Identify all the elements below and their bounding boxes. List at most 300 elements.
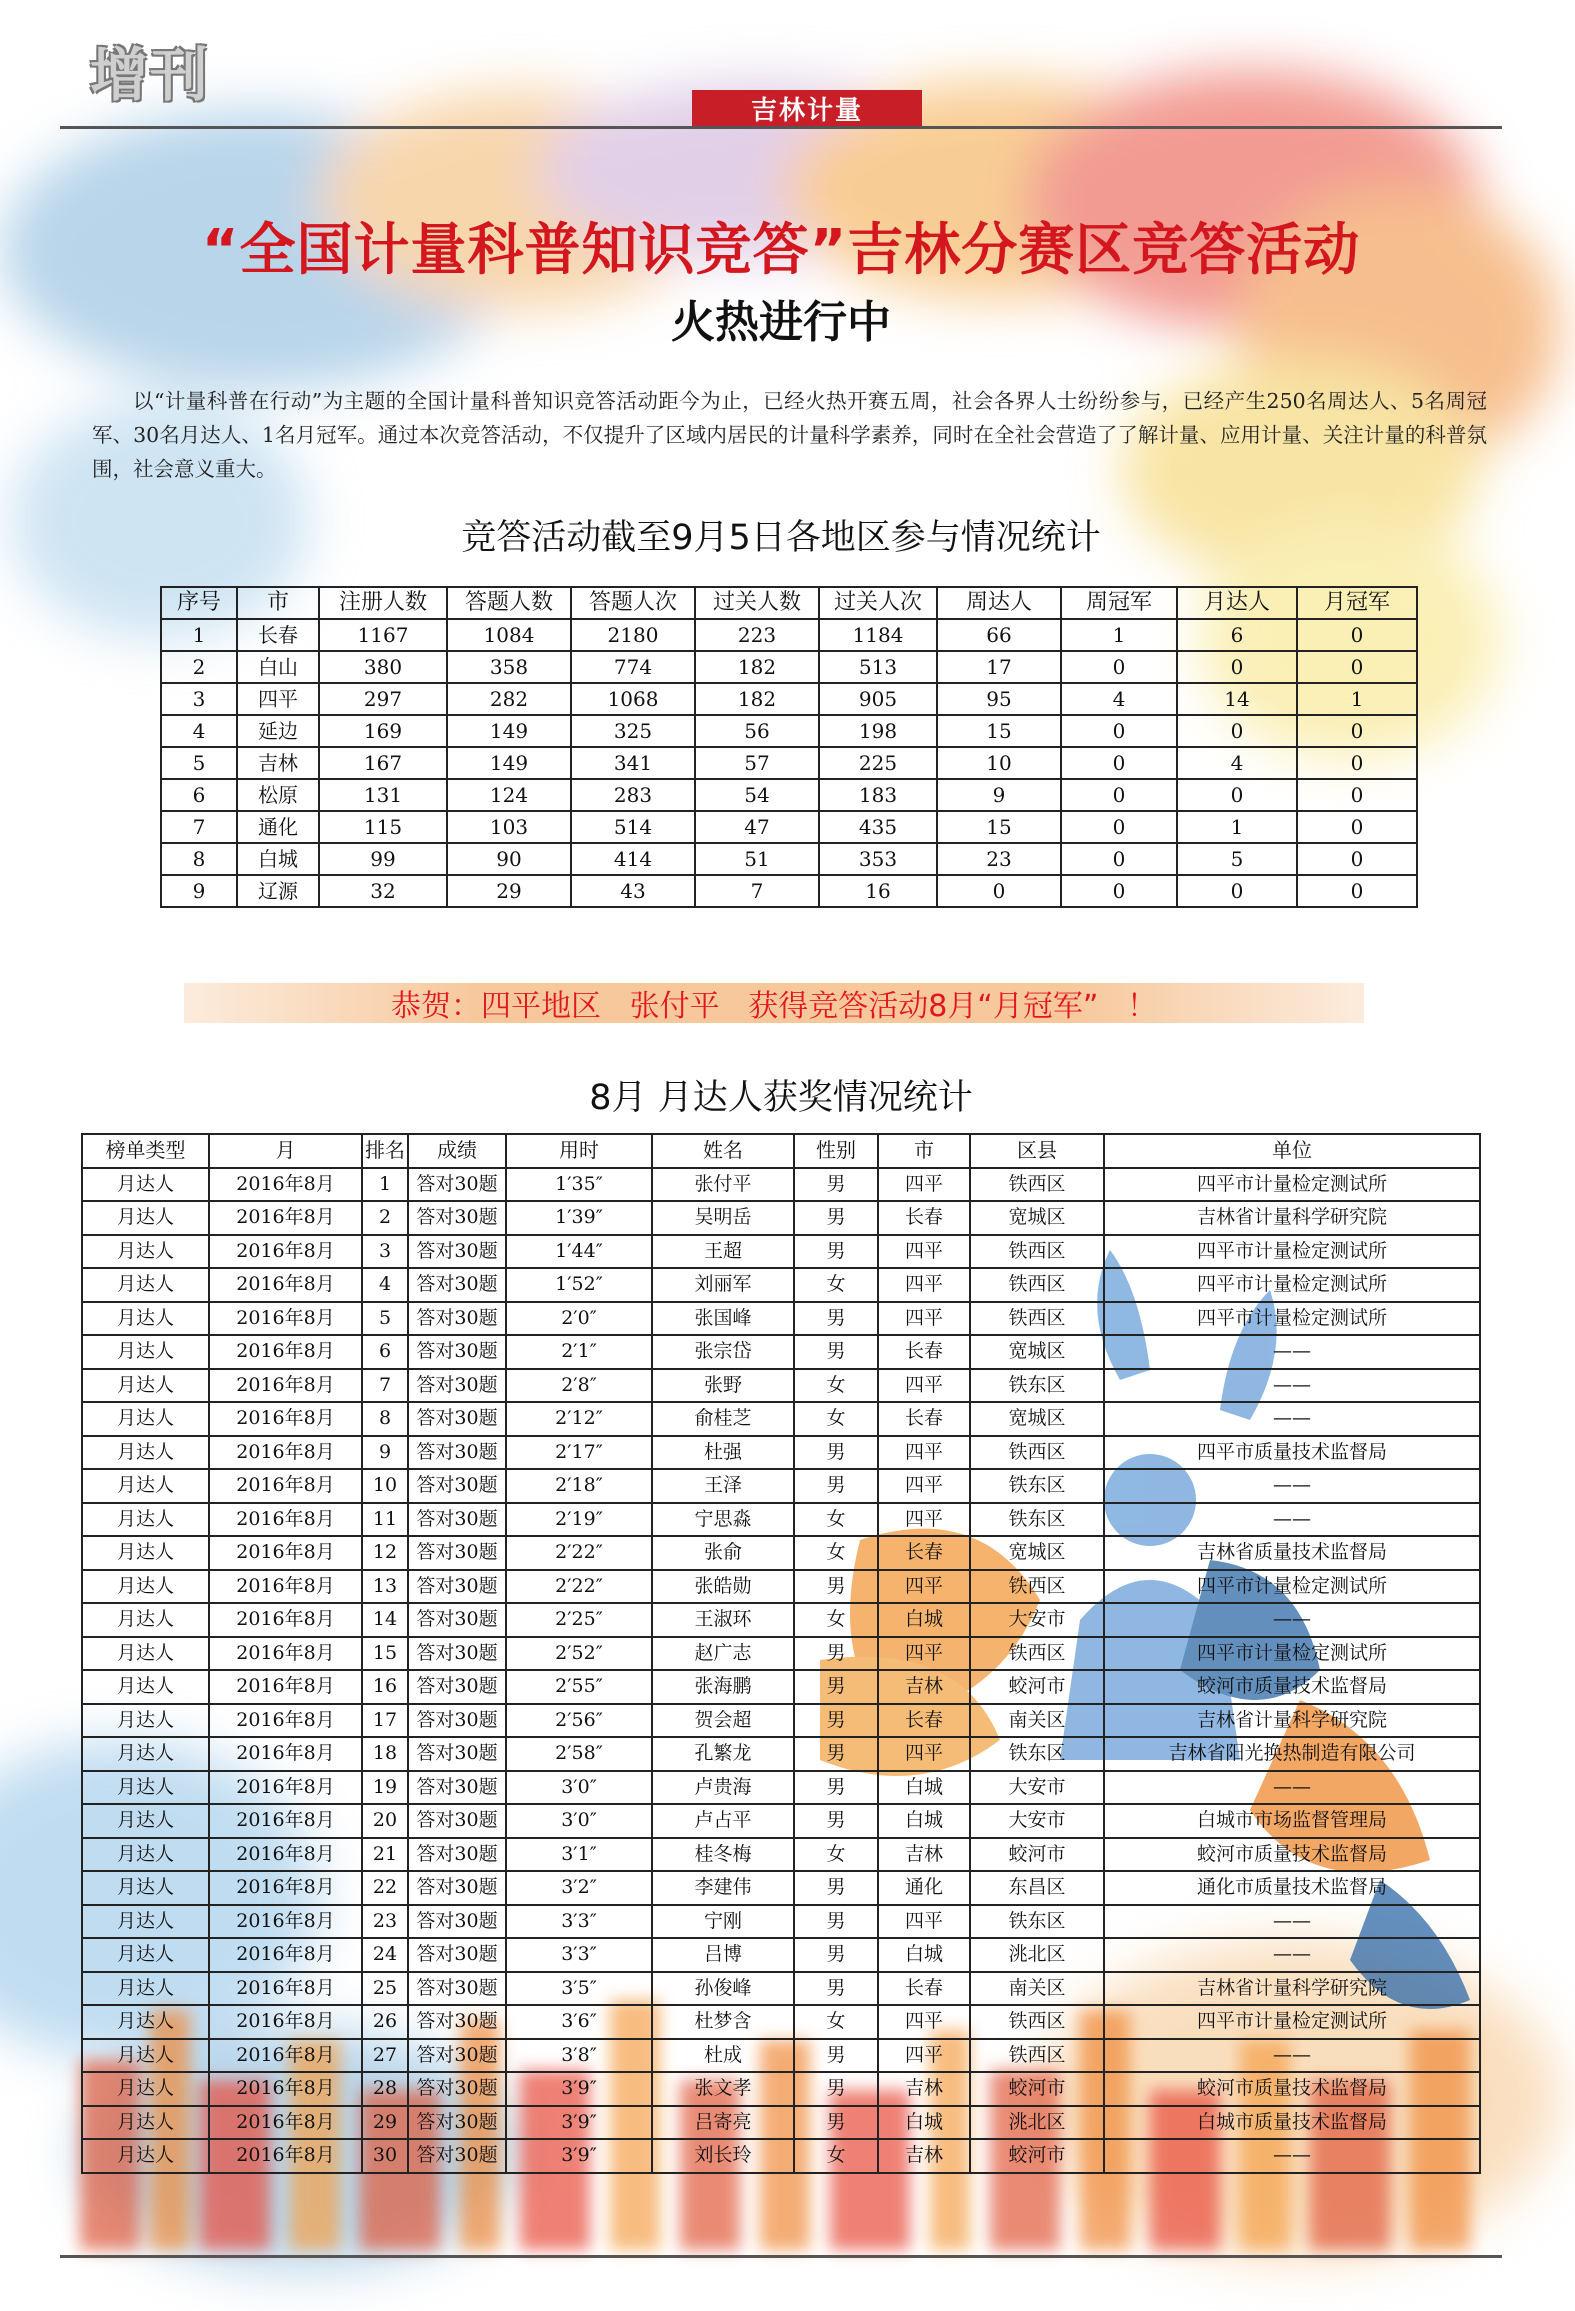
- table-row: [82, 1637, 1480, 1671]
- headline: “全国计量科普知识竞答”吉林分赛区竞答活动: [201, 218, 1361, 283]
- table-cell: 男: [794, 1771, 878, 1805]
- table-cell: 2016年8月: [209, 1737, 362, 1771]
- table-cell: 3′3″: [506, 1938, 652, 1972]
- table-row: [82, 1369, 1480, 1403]
- table-row: [82, 2106, 1480, 2140]
- table-cell: 358: [447, 651, 571, 683]
- table-cell: 女: [794, 1536, 878, 1570]
- table-row: [82, 1503, 1480, 1537]
- table-cell: 四平: [237, 683, 319, 715]
- table-cell: 答对30题: [408, 1570, 506, 1604]
- table-cell: 白城市市场监督管理局: [1104, 1804, 1480, 1838]
- table-cell: 四平: [878, 1268, 970, 1302]
- column-header: 市: [237, 587, 319, 619]
- table-cell: 2′58″: [506, 1737, 652, 1771]
- table-cell: 白城: [878, 2106, 970, 2140]
- table-cell: 铁西区: [970, 1235, 1104, 1269]
- table-cell: 2016年8月: [209, 1503, 362, 1537]
- table-cell: 四平: [878, 1436, 970, 1470]
- table-cell: 长春: [878, 1704, 970, 1738]
- table-cell: 月达人: [82, 2072, 209, 2106]
- table-cell: 大安市: [970, 1804, 1104, 1838]
- table-cell: 3′9″: [506, 2139, 652, 2173]
- table-cell: 大安市: [970, 1603, 1104, 1637]
- table-cell: 王超: [652, 1235, 794, 1269]
- table-cell: 吉林: [878, 1838, 970, 1872]
- table-cell: 女: [794, 1402, 878, 1436]
- table-cell: 4: [1177, 747, 1297, 779]
- table-cell: 131: [319, 779, 447, 811]
- table-cell: 杜梦含: [652, 2005, 794, 2039]
- table-cell: 蛟河市质量技术监督局: [1104, 2072, 1480, 2106]
- table-cell: 0: [1061, 715, 1177, 747]
- table-cell: 2016年8月: [209, 1201, 362, 1235]
- table-cell: 四平市计量检定测试所: [1104, 1302, 1480, 1336]
- table-cell: 白城: [878, 1938, 970, 1972]
- table-cell: 353: [819, 843, 937, 875]
- table-cell: ——: [1104, 1335, 1480, 1369]
- table-cell: 月达人: [82, 1469, 209, 1503]
- table-cell: 女: [794, 1603, 878, 1637]
- table-cell: 223: [695, 619, 819, 651]
- table-cell: 16: [819, 875, 937, 907]
- column-header: 单位: [1104, 1134, 1480, 1168]
- table-cell: 325: [571, 715, 695, 747]
- table-row: [82, 2039, 1480, 2073]
- table-cell: 月达人: [82, 2106, 209, 2140]
- table-row: [82, 1436, 1480, 1470]
- table-cell: 答对30题: [408, 2072, 506, 2106]
- table-cell: 1: [1177, 811, 1297, 843]
- table-cell: 铁东区: [970, 1905, 1104, 1939]
- table-cell: 延边: [237, 715, 319, 747]
- table-cell: 铁西区: [970, 1436, 1104, 1470]
- table-cell: 铁西区: [970, 2005, 1104, 2039]
- table-cell: 2016年8月: [209, 1369, 362, 1403]
- table-cell: 29: [362, 2106, 408, 2140]
- table-cell: 白城: [878, 1804, 970, 1838]
- table-cell: 124: [447, 779, 571, 811]
- table-cell: 2016年8月: [209, 1570, 362, 1604]
- table-cell: 男: [794, 1804, 878, 1838]
- table-cell: 答对30题: [408, 1369, 506, 1403]
- table-cell: 月达人: [82, 2039, 209, 2073]
- table-row: [82, 1938, 1480, 1972]
- table-cell: 414: [571, 843, 695, 875]
- table-cell: 月达人: [82, 1268, 209, 1302]
- table-cell: 月达人: [82, 1804, 209, 1838]
- table-cell: 长春: [237, 619, 319, 651]
- table-cell: 4: [362, 1268, 408, 1302]
- table-cell: 吕寄亮: [652, 2106, 794, 2140]
- table-cell: 57: [695, 747, 819, 779]
- table-cell: 2016年8月: [209, 1168, 362, 1202]
- table-cell: ——: [1104, 1369, 1480, 1403]
- table-cell: 3′9″: [506, 2072, 652, 2106]
- table-cell: 女: [794, 1838, 878, 1872]
- table-cell: 答对30题: [408, 1737, 506, 1771]
- table-cell: 男: [794, 1302, 878, 1336]
- table-cell: 吴明岳: [652, 1201, 794, 1235]
- table-cell: 杜成: [652, 2039, 794, 2073]
- table-row: [82, 1469, 1480, 1503]
- table-cell: 蛟河市质量技术监督局: [1104, 1838, 1480, 1872]
- table-cell: 3′0″: [506, 1804, 652, 1838]
- table-cell: 3′5″: [506, 1972, 652, 2006]
- table-cell: 月达人: [82, 1570, 209, 1604]
- table-cell: 月达人: [82, 1637, 209, 1671]
- table-row: [82, 1972, 1480, 2006]
- table-cell: ——: [1104, 2039, 1480, 2073]
- table-cell: 宁思淼: [652, 1503, 794, 1537]
- table-cell: 月达人: [82, 1670, 209, 1704]
- table-cell: 月达人: [82, 2005, 209, 2039]
- table-cell: 答对30题: [408, 2005, 506, 2039]
- table-cell: 吉林: [878, 2072, 970, 2106]
- table-cell: 宽城区: [970, 1201, 1104, 1235]
- table-cell: 28: [362, 2072, 408, 2106]
- table-row: [82, 2139, 1480, 2173]
- table-row: [82, 1536, 1480, 1570]
- table-cell: 1: [362, 1168, 408, 1202]
- table-cell: 张文孝: [652, 2072, 794, 2106]
- table-cell: 167: [319, 747, 447, 779]
- table-cell: 0: [1297, 651, 1417, 683]
- table-cell: 长春: [878, 1201, 970, 1235]
- bottom-rule: [60, 2255, 1502, 2258]
- supplement-badge: 增刊: [90, 41, 211, 109]
- table-cell: 182: [695, 651, 819, 683]
- table-cell: 0: [1297, 843, 1417, 875]
- table-cell: 王淑环: [652, 1603, 794, 1637]
- table-cell: 2016年8月: [209, 1469, 362, 1503]
- table-cell: 2′19″: [506, 1503, 652, 1537]
- congratulations-banner: 恭贺：四平地区 张付平 获得竞答活动8月“月冠军” ！: [184, 983, 1364, 1023]
- table-cell: 洮北区: [970, 1938, 1104, 1972]
- table-cell: 吉林省计量科学研究院: [1104, 1972, 1480, 2006]
- table-row: [82, 1804, 1480, 1838]
- table-cell: 9: [937, 779, 1061, 811]
- table-row: [161, 651, 1417, 683]
- table-cell: 答对30题: [408, 1871, 506, 1905]
- table-cell: 南关区: [970, 1704, 1104, 1738]
- table-cell: 51: [695, 843, 819, 875]
- table-cell: 54: [695, 779, 819, 811]
- table-cell: 吉林省阳光换热制造有限公司: [1104, 1737, 1480, 1771]
- table-cell: 24: [362, 1938, 408, 1972]
- table-cell: ——: [1104, 1503, 1480, 1537]
- table-cell: ——: [1104, 1603, 1480, 1637]
- table-cell: 21: [362, 1838, 408, 1872]
- table-cell: 月达人: [82, 1168, 209, 1202]
- table-cell: 19: [362, 1771, 408, 1805]
- table-cell: 183: [819, 779, 937, 811]
- table-cell: 长春: [878, 1402, 970, 1436]
- table-cell: 2′52″: [506, 1637, 652, 1671]
- table-cell: 2016年8月: [209, 1871, 362, 1905]
- column-header: 过关人次: [819, 587, 937, 619]
- table-cell: 四平市质量技术监督局: [1104, 1436, 1480, 1470]
- table-cell: 四平: [878, 1570, 970, 1604]
- table-cell: 四平市计量检定测试所: [1104, 1268, 1480, 1302]
- table-cell: 20: [362, 1804, 408, 1838]
- table-cell: 白城: [878, 1603, 970, 1637]
- table-cell: 2′22″: [506, 1570, 652, 1604]
- table-cell: 月达人: [82, 1201, 209, 1235]
- table-cell: 月达人: [82, 1972, 209, 2006]
- table-cell: 2′25″: [506, 1603, 652, 1637]
- table-cell: 4: [161, 715, 237, 747]
- table-cell: 王泽: [652, 1469, 794, 1503]
- column-header: 性别: [794, 1134, 878, 1168]
- table-row: [82, 1871, 1480, 1905]
- table-cell: 张皓勋: [652, 1570, 794, 1604]
- table-cell: 2′8″: [506, 1369, 652, 1403]
- table-cell: 答对30题: [408, 1168, 506, 1202]
- table-cell: 14: [1177, 683, 1297, 715]
- table-cell: 26: [362, 2005, 408, 2039]
- table-row: [82, 1402, 1480, 1436]
- table-cell: 答对30题: [408, 1771, 506, 1805]
- table-cell: 2′0″: [506, 1302, 652, 1336]
- table-cell: 0: [1061, 747, 1177, 779]
- table-cell: 四平市计量检定测试所: [1104, 1235, 1480, 1269]
- table-cell: 孙俊峰: [652, 1972, 794, 2006]
- table-cell: 2′56″: [506, 1704, 652, 1738]
- table-cell: 17: [362, 1704, 408, 1738]
- table-cell: 宽城区: [970, 1335, 1104, 1369]
- table-cell: 2016年8月: [209, 2106, 362, 2140]
- table-cell: 198: [819, 715, 937, 747]
- table-cell: 答对30题: [408, 1268, 506, 1302]
- table-cell: 0: [1297, 875, 1417, 907]
- table-cell: 3′9″: [506, 2106, 652, 2140]
- table-cell: 辽源: [237, 875, 319, 907]
- table-cell: 47: [695, 811, 819, 843]
- table-cell: 铁东区: [970, 1503, 1104, 1537]
- table-cell: 男: [794, 1168, 878, 1202]
- table-cell: 铁西区: [970, 1302, 1104, 1336]
- table-cell: 四平市计量检定测试所: [1104, 2005, 1480, 2039]
- table1-title: 竞答活动截至9月5日各地区参与情况统计: [461, 518, 1101, 558]
- table-cell: 3′3″: [506, 1905, 652, 1939]
- table-cell: 张野: [652, 1369, 794, 1403]
- table-cell: 男: [794, 1737, 878, 1771]
- table-cell: 答对30题: [408, 1938, 506, 1972]
- table-cell: 答对30题: [408, 1804, 506, 1838]
- table-cell: 11: [362, 1503, 408, 1537]
- table-row: [82, 1838, 1480, 1872]
- table-cell: 贺会超: [652, 1704, 794, 1738]
- table-cell: 15: [937, 811, 1061, 843]
- table-cell: 16: [362, 1670, 408, 1704]
- table-cell: 0: [1061, 811, 1177, 843]
- table-cell: 2016年8月: [209, 1402, 362, 1436]
- table-cell: 刘长玲: [652, 2139, 794, 2173]
- table-cell: 3: [362, 1235, 408, 1269]
- table-row: [161, 811, 1417, 843]
- table-cell: 13: [362, 1570, 408, 1604]
- table-cell: 吉林: [878, 2139, 970, 2173]
- table-cell: 白城: [237, 843, 319, 875]
- table-cell: 吉林: [878, 1670, 970, 1704]
- table-cell: 8: [362, 1402, 408, 1436]
- column-header: 周冠军: [1061, 587, 1177, 619]
- table-cell: 月达人: [82, 1704, 209, 1738]
- table-cell: 9: [161, 875, 237, 907]
- subheadline: 火热进行中: [671, 297, 891, 348]
- table-cell: 答对30题: [408, 1905, 506, 1939]
- table-cell: 149: [447, 747, 571, 779]
- table-cell: 14: [362, 1603, 408, 1637]
- table-cell: 答对30题: [408, 1201, 506, 1235]
- table-cell: 答对30题: [408, 1335, 506, 1369]
- table-cell: 答对30题: [408, 2139, 506, 2173]
- table-cell: 5: [161, 747, 237, 779]
- table-cell: 169: [319, 715, 447, 747]
- table-cell: 铁东区: [970, 1737, 1104, 1771]
- table-cell: 月达人: [82, 1436, 209, 1470]
- column-header: 答题人次: [571, 587, 695, 619]
- table-cell: 四平市计量检定测试所: [1104, 1570, 1480, 1604]
- table-cell: 铁东区: [970, 1469, 1104, 1503]
- table-cell: 99: [319, 843, 447, 875]
- table-cell: 月达人: [82, 2139, 209, 2173]
- table-cell: 43: [571, 875, 695, 907]
- table-cell: 铁西区: [970, 1570, 1104, 1604]
- table-cell: 1′52″: [506, 1268, 652, 1302]
- table-cell: 30: [362, 2139, 408, 2173]
- table-cell: 0: [1177, 779, 1297, 811]
- table-cell: 23: [937, 843, 1061, 875]
- column-header: 注册人数: [319, 587, 447, 619]
- table-cell: 男: [794, 1235, 878, 1269]
- table-cell: 铁西区: [970, 1168, 1104, 1202]
- table-cell: 宽城区: [970, 1402, 1104, 1436]
- table-row: [82, 1570, 1480, 1604]
- table-cell: ——: [1104, 1469, 1480, 1503]
- table-cell: 女: [794, 1503, 878, 1537]
- table-cell: 513: [819, 651, 937, 683]
- table-cell: 月达人: [82, 1771, 209, 1805]
- table-cell: 1068: [571, 683, 695, 715]
- table2-title: 8月 月达人获奖情况统计: [589, 1078, 973, 1118]
- table-cell: 22: [362, 1871, 408, 1905]
- table-cell: 男: [794, 1637, 878, 1671]
- table-cell: 6: [161, 779, 237, 811]
- table-row: [82, 1737, 1480, 1771]
- table-cell: 7: [161, 811, 237, 843]
- table-cell: 四平: [878, 1168, 970, 1202]
- table-cell: 2180: [571, 619, 695, 651]
- table-cell: 李建伟: [652, 1871, 794, 1905]
- column-header: 答题人数: [447, 587, 571, 619]
- table-cell: 4: [1061, 683, 1177, 715]
- table-cell: 铁西区: [970, 2039, 1104, 2073]
- table-cell: 103: [447, 811, 571, 843]
- table-cell: 1: [161, 619, 237, 651]
- table-row: [82, 2005, 1480, 2039]
- table-cell: 洮北区: [970, 2106, 1104, 2140]
- table-cell: 松原: [237, 779, 319, 811]
- table-cell: 答对30题: [408, 2039, 506, 2073]
- table-cell: 答对30题: [408, 1637, 506, 1671]
- table-cell: 2016年8月: [209, 1704, 362, 1738]
- table-cell: 2′17″: [506, 1436, 652, 1470]
- table-cell: 15: [937, 715, 1061, 747]
- monthly-winners-table: [81, 1133, 1481, 2174]
- table-cell: 0: [1177, 875, 1297, 907]
- participation-stats-table: [160, 586, 1418, 908]
- table-cell: 2016年8月: [209, 2139, 362, 2173]
- table-row: [82, 1201, 1480, 1235]
- table-cell: ——: [1104, 1771, 1480, 1805]
- table-row: [82, 1335, 1480, 1369]
- table-cell: ——: [1104, 1905, 1480, 1939]
- table-cell: 6: [1177, 619, 1297, 651]
- table-cell: 张海鹏: [652, 1670, 794, 1704]
- column-header: 用时: [506, 1134, 652, 1168]
- column-header: 月达人: [1177, 587, 1297, 619]
- table-cell: 23: [362, 1905, 408, 1939]
- table-cell: 12: [362, 1536, 408, 1570]
- table-cell: 2016年8月: [209, 1536, 362, 1570]
- table-cell: 蛟河市质量技术监督局: [1104, 1670, 1480, 1704]
- table-cell: 四平: [878, 2005, 970, 2039]
- table-cell: 18: [362, 1737, 408, 1771]
- table-cell: 白山: [237, 651, 319, 683]
- table-row: [82, 1704, 1480, 1738]
- table-cell: 四平: [878, 2039, 970, 2073]
- table-row: [82, 1905, 1480, 1939]
- table-cell: 56: [695, 715, 819, 747]
- table-cell: 铁东区: [970, 1369, 1104, 1403]
- table-cell: 2016年8月: [209, 1436, 362, 1470]
- column-header: 周达人: [937, 587, 1061, 619]
- table-row: [82, 1771, 1480, 1805]
- table-cell: 宽城区: [970, 1536, 1104, 1570]
- table-row: [161, 619, 1417, 651]
- table-cell: 卢占平: [652, 1804, 794, 1838]
- table-cell: 月达人: [82, 1871, 209, 1905]
- table-cell: 男: [794, 2039, 878, 2073]
- table-cell: 四平: [878, 1637, 970, 1671]
- table-cell: 月达人: [82, 1838, 209, 1872]
- table-cell: 白城市质量技术监督局: [1104, 2106, 1480, 2140]
- table-cell: 17: [937, 651, 1061, 683]
- table-cell: 182: [695, 683, 819, 715]
- table-cell: 蛟河市: [970, 1670, 1104, 1704]
- table-cell: 32: [319, 875, 447, 907]
- table-cell: 长春: [878, 1335, 970, 1369]
- table-cell: 2016年8月: [209, 1972, 362, 2006]
- table-cell: 297: [319, 683, 447, 715]
- table-cell: 月达人: [82, 1369, 209, 1403]
- table-cell: 南关区: [970, 1972, 1104, 2006]
- table-cell: ——: [1104, 1402, 1480, 1436]
- table-cell: 2016年8月: [209, 1938, 362, 1972]
- table-cell: 女: [794, 1369, 878, 1403]
- table-cell: 杜强: [652, 1436, 794, 1470]
- table-cell: 四平: [878, 1737, 970, 1771]
- table-cell: 1′35″: [506, 1168, 652, 1202]
- table-cell: 95: [937, 683, 1061, 715]
- table-cell: 蛟河市: [970, 2072, 1104, 2106]
- table-cell: 张俞: [652, 1536, 794, 1570]
- table-cell: 男: [794, 1201, 878, 1235]
- table-cell: 0: [1061, 651, 1177, 683]
- table-cell: 吉林省计量科学研究院: [1104, 1201, 1480, 1235]
